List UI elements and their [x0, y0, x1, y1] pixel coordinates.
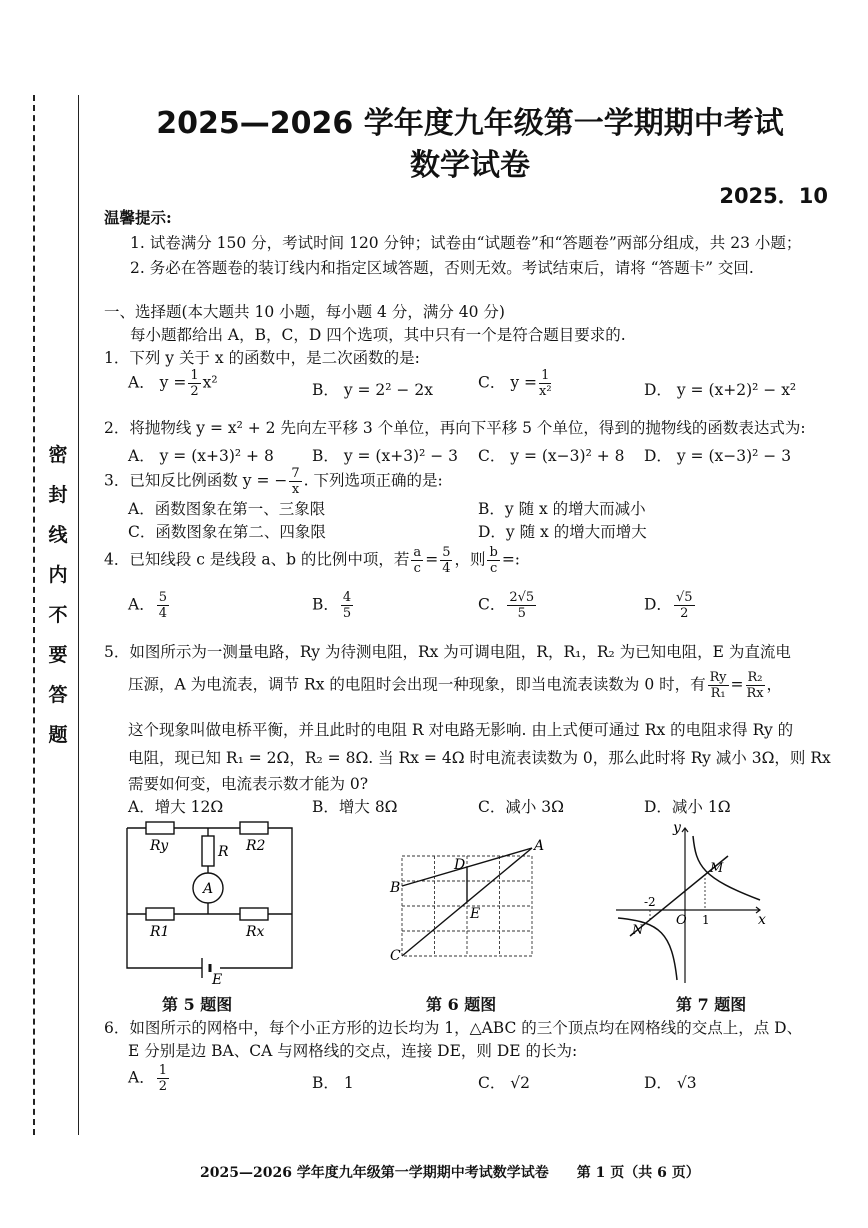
fraction: [708, 670, 729, 701]
fraction-den: R₁: [710, 686, 726, 701]
label-rx: Rx: [246, 924, 265, 940]
fraction-den: 2: [158, 1079, 167, 1094]
origin-label: O: [676, 913, 687, 928]
point-a-label: A: [534, 838, 545, 854]
notice-item-2: 2. 务必在答题卷的装订线内和指定区域答题，否则无效。考试结束后，请将 “答题卡” 交回.: [130, 259, 754, 277]
fraction: [487, 545, 499, 576]
fraction: [157, 1063, 169, 1094]
binding-solid-line: [78, 95, 79, 1135]
exam-subtitle: 数学试卷: [410, 148, 530, 183]
fig5-caption: 第 5 题图: [162, 995, 233, 1014]
q5-line-3: 这个现象叫做电桥平衡，并且此时的电阻 R 对电路无影响. 由上式便可通过 Rx 的电阻求得 Ry 的: [128, 721, 794, 739]
fraction: [440, 545, 452, 576]
q5-option-c[interactable]: C．减小 3Ω: [478, 798, 564, 816]
q4-option-d[interactable]: [644, 590, 697, 621]
stem-text: =:: [501, 550, 521, 569]
option-label: A．: [128, 373, 155, 392]
grid-diagram: [388, 836, 548, 966]
point-c-label: C: [390, 948, 401, 964]
q1-stem: 1．下列 y 关于 x 的函数中，是二次函数的是:: [104, 349, 420, 367]
q1-option-c[interactable]: [478, 368, 554, 399]
fraction-den: 4: [158, 606, 167, 621]
fraction-num: 5: [442, 545, 451, 560]
option-label: B．: [312, 595, 339, 614]
stem-text: ，: [766, 675, 783, 694]
option-label: A．: [128, 595, 155, 614]
fraction-num: 5: [158, 590, 167, 605]
q4-option-c[interactable]: [478, 590, 538, 621]
q1-option-a[interactable]: [128, 368, 218, 399]
fraction: [539, 368, 552, 399]
fraction-num: 1: [158, 1063, 167, 1078]
label-e: E: [212, 972, 223, 988]
fraction-num: 2√5: [509, 590, 535, 605]
fraction-den: 2: [680, 606, 689, 621]
ammeter-label: A: [203, 881, 214, 897]
q1-option-b[interactable]: B． y = 2² − 2x: [312, 381, 433, 399]
q3-option-d[interactable]: D．y 随 x 的增大而增大: [478, 523, 647, 541]
q6-option-c[interactable]: C． √2: [478, 1074, 531, 1092]
fraction: [507, 590, 536, 621]
fraction-den: 5: [342, 606, 352, 621]
fraction-num: 1: [541, 368, 550, 383]
section-desc: 每小题都给出 A，B，C，D 四个选项，其中只有一个是符合题目要求的.: [130, 326, 626, 344]
page-footer: 2025—2026 学年度九年级第一学期期中考试数学试卷 第 1 页（共 6 页）: [200, 1165, 700, 1181]
seal-char: 要: [48, 644, 68, 666]
q5-line-5: 需要如何变，电流表示数才能为 0?: [128, 775, 369, 793]
fraction-num: 1: [190, 368, 199, 383]
fraction-num: R₂: [747, 670, 763, 685]
q4-option-a[interactable]: [128, 590, 171, 621]
label-r: R: [218, 844, 229, 860]
stem-text: 压源，A 为电流表，调节 Rx 的电阻时会出现一种现象，即当电流表读数为 0 时，有: [128, 675, 706, 694]
q3-option-c[interactable]: C．函数图象在第二、四象限: [128, 523, 326, 541]
q6-line-2: E 分别是边 BA、CA 与网格线的交点，连接 DE，则 DE 的长为:: [128, 1042, 578, 1060]
seal-char: 内: [48, 564, 68, 586]
seal-char: 答: [48, 684, 68, 706]
fraction: [157, 590, 169, 621]
option-label: A．: [128, 1068, 155, 1087]
fraction-den: 5: [517, 606, 526, 621]
stem-text: ，则: [454, 550, 486, 569]
fraction-num: a: [413, 545, 422, 560]
tick-label: 1: [702, 913, 710, 927]
point-e-label: E: [470, 906, 481, 922]
q6-line-1: 6．如图所示的网格中，每个小正方形的边长均为 1，△ABC 的三个顶点均在网格线的交点上，点 D、: [104, 1019, 803, 1037]
q3-option-a[interactable]: A．函数图象在第一、三象限: [128, 500, 326, 518]
q5-line-1: 5．如图所示为一测量电路，Ry 为待测电阻，Rx 为可调电阻，R，R₁，R₂ 为已知电阻，E 为直流电: [104, 643, 791, 661]
fraction: [674, 590, 695, 621]
binding-margin: [0, 95, 80, 1135]
fraction-den: Rx: [746, 686, 764, 701]
fraction-den: 4: [442, 561, 451, 576]
option-label: D．: [644, 595, 672, 614]
q5-option-b[interactable]: B．增大 8Ω: [312, 798, 398, 816]
q2-option-c[interactable]: C． y = (x−3)² + 8: [478, 447, 625, 465]
stem-text: =: [425, 550, 439, 569]
q4-stem: [104, 545, 520, 576]
seal-char: 线: [48, 524, 68, 546]
stem-text: 3．已知反比例函数 y = −: [104, 471, 288, 490]
stem-text: =: [730, 675, 744, 694]
q4-option-b[interactable]: [312, 590, 355, 621]
q2-stem: 2．将抛物线 y = x² + 2 先向左平移 3 个单位，再向下平移 5 个单位，得到的抛物线的函数表达式为:: [104, 419, 806, 437]
seal-char: 不: [48, 604, 68, 626]
x-axis-label: x: [758, 912, 766, 928]
tick-label: -2: [644, 895, 656, 909]
option-label: C．: [478, 595, 506, 614]
q6-option-b[interactable]: B． 1: [312, 1074, 354, 1092]
stem-text: 4．已知线段 c 是线段 a、b 的比例中项，若: [104, 550, 410, 569]
q5-option-a[interactable]: A．增大 12Ω: [128, 798, 224, 816]
fraction-den: x²: [538, 384, 552, 399]
label-ry: Ry: [150, 838, 169, 854]
formula-text: y =: [510, 373, 537, 392]
seal-text: [44, 440, 72, 760]
fraction: [746, 670, 765, 701]
fig7-caption: 第 7 题图: [676, 995, 747, 1014]
circuit-diagram: [120, 818, 300, 990]
q6-option-d[interactable]: D． √3: [644, 1074, 697, 1092]
fraction-den: x: [291, 482, 300, 497]
q6-option-a[interactable]: [128, 1063, 171, 1094]
label-r1: R1: [150, 924, 170, 940]
q5-line-4: 电阻，现已知 R₁ = 2Ω，R₂ = 8Ω. 当 Rx = 4Ω 时电流表读数为 0，那么此时将 Ry 减小 3Ω，则 Rx: [128, 749, 831, 767]
point-m-label: M: [710, 861, 724, 876]
fig6-caption: 第 6 题图: [426, 995, 497, 1014]
fraction: [341, 590, 353, 621]
function-graph: [610, 818, 770, 988]
stem-text: . 下列选项正确的是:: [303, 471, 443, 490]
formula-text: x²: [202, 373, 218, 392]
point-d-label: D: [454, 857, 466, 873]
q1-option-d[interactable]: D． y = (x+2)² − x²: [644, 381, 797, 399]
fraction-den: c: [413, 561, 421, 576]
fraction: [411, 545, 423, 576]
seal-char: 封: [48, 484, 68, 506]
formula-text: y =: [159, 373, 187, 392]
fraction-num: 4: [342, 590, 352, 605]
q2-option-b[interactable]: B． y = (x+3)² − 3: [312, 447, 459, 465]
seal-char: 题: [48, 724, 68, 746]
fraction-num: Ry: [709, 670, 727, 685]
q2-option-d[interactable]: D． y = (x−3)² − 3: [644, 447, 792, 465]
y-axis-label: y: [673, 820, 681, 836]
fraction-num: 7: [291, 466, 300, 481]
q3-option-b[interactable]: B．y 随 x 的增大而减小: [478, 500, 646, 518]
q5-option-d[interactable]: D．减小 1Ω: [644, 798, 731, 816]
fraction-den: c: [490, 561, 498, 576]
point-b-label: B: [390, 880, 401, 896]
exam-title: 2025—2026 学年度九年级第一学期期中考试: [156, 106, 784, 141]
notice-heading: 温馨提示:: [104, 208, 172, 227]
fraction: [188, 368, 200, 399]
seal-char: 密: [48, 444, 68, 466]
exam-date: 2025．10: [719, 184, 828, 208]
label-r2: R2: [246, 838, 266, 854]
fraction-num: b: [489, 545, 498, 560]
notice-item-1: 1. 试卷满分 150 分，考试时间 120 分钟；试卷由“试题卷”和“答题卷”两部分组成，共 23 小题；: [130, 234, 802, 252]
fraction: [289, 466, 301, 497]
option-label: C．: [478, 373, 506, 392]
binding-dashed-line: [33, 95, 35, 1135]
fraction-den: 2: [190, 384, 199, 399]
q3-stem: [104, 466, 443, 497]
q2-option-a[interactable]: A． y = (x+3)² + 8: [128, 447, 274, 465]
section-title: 一、选择题(本大题共 10 小题，每小题 4 分，满分 40 分): [104, 303, 505, 321]
fraction-num: √5: [675, 590, 693, 605]
q5-line-2: [128, 670, 782, 701]
point-n-label: N: [632, 923, 644, 938]
